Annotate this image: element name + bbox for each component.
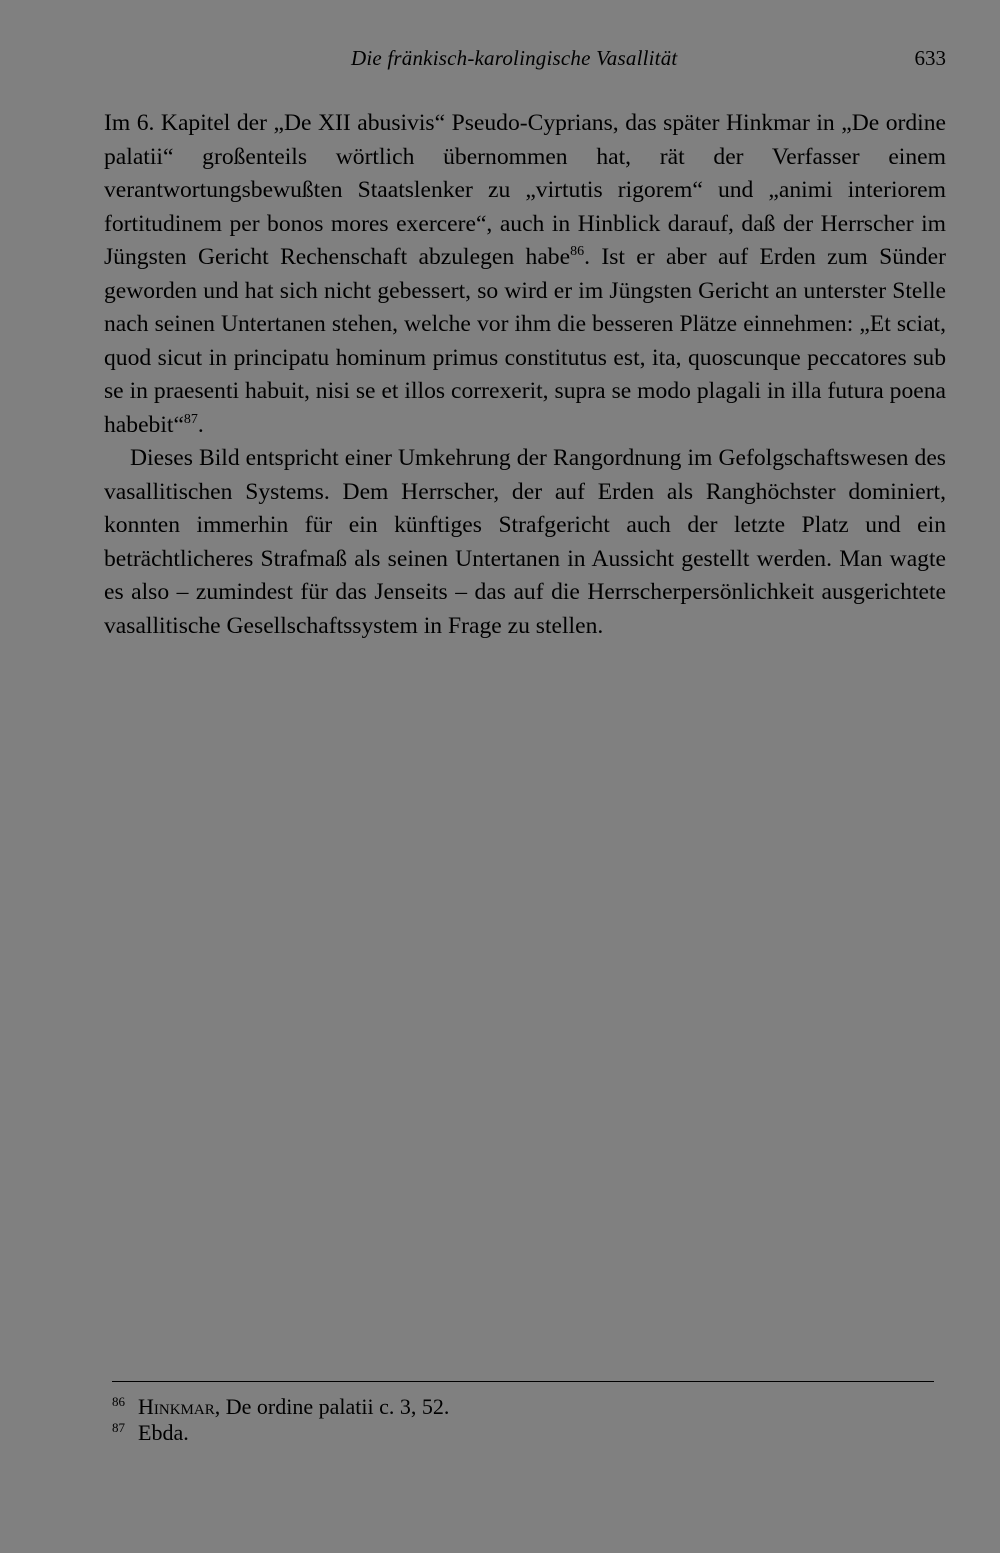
paragraph-1-text-a: Im 6. Kapitel der „De XII abusivis“ Pseudo-Cyprians, das später Hinkmar in „De ordine palatii“ großenteils wörtlich übernommen hat, rät der Verfasser einem verantwortungsbewußten Staatslenker zu „virtutis rigorem“ und „animi interiorem fortitudinem per bonos mores exercere“, auch in Hinblick darauf, daß der Herrscher im Jüngsten Gericht Rechenschaft abzulegen habe xyxy=(104,110,946,270)
paragraph-1-text-c: . xyxy=(197,411,204,438)
body-text xyxy=(104,107,946,643)
footnote-ref-87[interactable]: 87 xyxy=(183,411,198,427)
running-title: Die fränkisch-karolingische Vasallität xyxy=(351,46,678,70)
footnote-87: 87 Ebda. xyxy=(112,1420,189,1445)
paragraph-2: Dieses Bild entspricht einer Umkehrung der Rangordnung im Gefolgschaftswesen des vasallitischen Systems. Dem Herrscher, der auf Erden als Ranghöchster dominiert, konnten immerhin für ein künftiges Strafgericht auch der letzte Platz und ein beträchtlicheres Strafmaß als seinen Untertanen in Aussicht gestellt werden. Man wagte es also – zumindest für das Jenseits – das auf die Herrscherpersönlichkeit ausgerichtete vasallitische Gesellschaftssystem in Frage zu stellen. xyxy=(104,445,946,639)
paragraph-1 xyxy=(104,107,946,442)
running-head xyxy=(104,46,946,76)
page-number: 633 xyxy=(914,46,946,70)
paragraph-1-text-b: . Ist er aber auf Erden zum Sünder geworden und hat sich nicht gebessert, so wird er im Jüngsten Gericht an unterster Stelle nach seinen Untertanen stehen, welche vor ihm die besseren Plätze einnehmen: „Et sciat, quod sicut in principatu hominum primus constitutus est, ita, quoscunque peccatores sub se in praesenti habuit, nisi se et illos correxerit, supra se modo plagali in illa futura poena habebit“ xyxy=(104,244,946,438)
footnote-text: Ebda. xyxy=(138,1420,189,1445)
footnote-ref-86[interactable]: 86 xyxy=(570,244,585,259)
footnotes xyxy=(112,1394,934,1446)
footnote-divider xyxy=(112,1381,934,1382)
footnote-text: , De ordine palatii c. 3, 52. xyxy=(214,1394,450,1419)
footnote-86: 86 Hinkmar, De ordine palatii c. 3, 52. xyxy=(112,1394,450,1419)
footnote-author: Hinkmar xyxy=(138,1394,215,1419)
